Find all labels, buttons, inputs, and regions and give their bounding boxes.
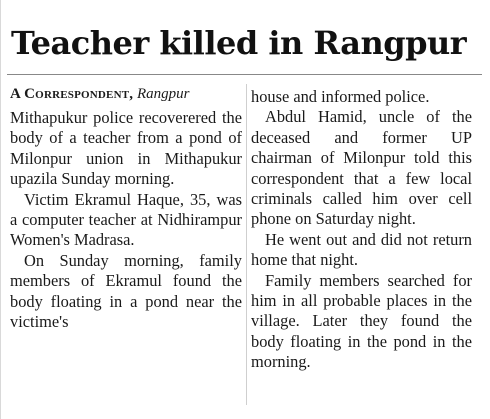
paragraph: He went out and did not return home that night. (251, 229, 472, 270)
headline: Teacher killed in Rangpur (11, 24, 467, 62)
column-divider (246, 84, 247, 405)
paragraph: Mithapukur police recoverered the body of a teacher from a pond of Milonpur union in Mithapukur upazila Sunday morning. (10, 108, 242, 189)
paragraph: Victim Ekramul Haque, 35, was a computer teacher at Nidhirampur Women's Madrasa. (10, 189, 242, 250)
byline (10, 84, 242, 104)
headline-rule (7, 74, 482, 75)
paragraph: Family members searched for him in all probable places in the village. Later they found the body floating in the pond in the morning. (251, 270, 472, 372)
article-column-right (251, 87, 472, 373)
byline-author: A Correspondent, (10, 86, 134, 102)
paragraph: Abdul Hamid, uncle of the deceased and former UP chairman of Milonpur told this correspondent that a few local criminals called him over cell phone on Saturday night. (251, 107, 472, 229)
byline-place: Rangpur (136, 86, 190, 102)
article-column-left (10, 84, 242, 332)
paragraph: On Sunday morning, family members of Ekramul found the body floating in a pond near the victime's (10, 250, 242, 332)
paragraph: house and informed police. (251, 87, 430, 106)
